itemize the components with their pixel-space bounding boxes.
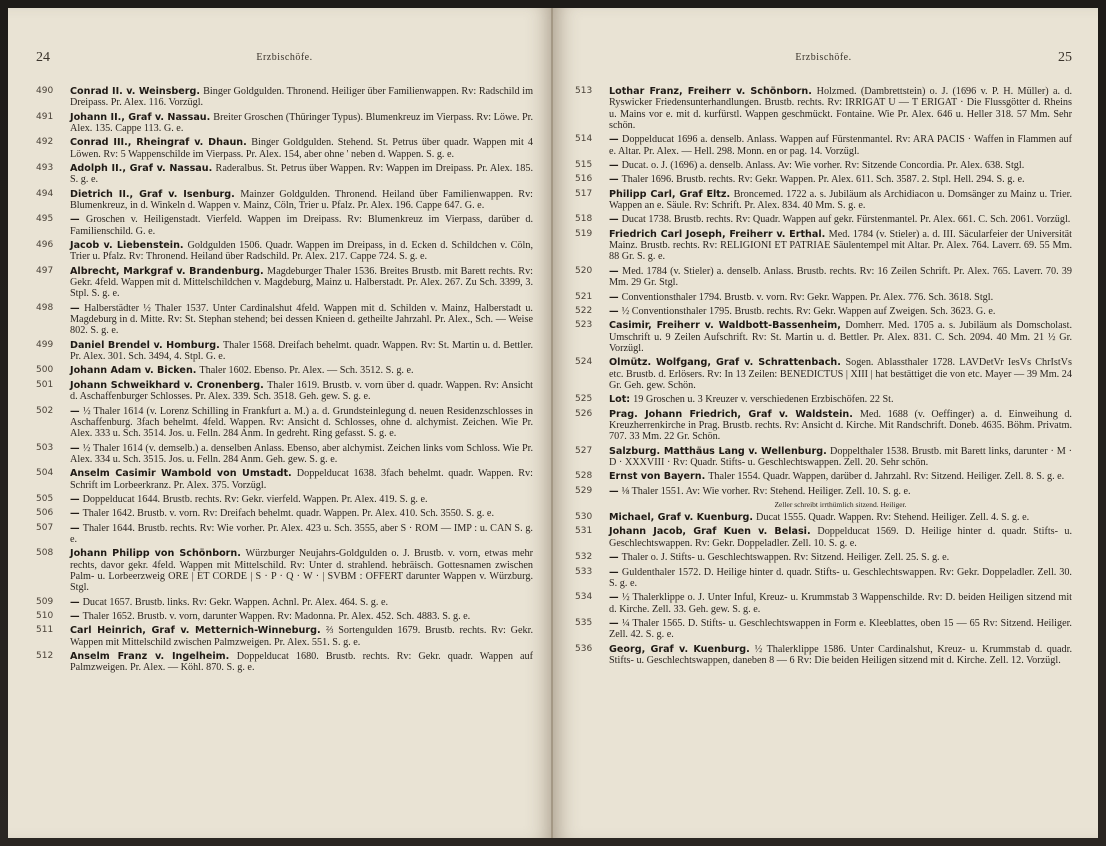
entry-description: Doppelducat 1638. 3fach behelmt. quadr. Wappen. Rv: Schrift im Lorbeerkranz. Pr. Alex. 375. Vorzügl. [70, 468, 533, 491]
entry-heading: Johann Adam v. Bicken. [70, 365, 197, 377]
catalog-entry [575, 292, 1072, 303]
catalog-entry [575, 486, 1072, 497]
catalog-entry [575, 189, 1072, 212]
lot-number: 526 [575, 408, 593, 419]
entry-heading: Georg, Graf v. Kuenburg. [609, 643, 750, 655]
entry-description: ¼ Thaler 1565. D. Stifts- u. Geschlechtswappen in Form e. Kleeblattes, oben 15 — 65 Rv: Sitzend. Heiliger. Zell. 42. S. g. e. [609, 617, 1072, 641]
entry-description: Thaler 1652. Brustb. v. vorn, darunter Wappen. Rv: Madonna. Pr. Alex. 452. Sch. 4883. S. g. e. [82, 611, 471, 623]
left-page-number: 24 [36, 50, 50, 65]
entry-description: Ducat 1657. Brustb. links. Rv: Gekr. Wappen. Achnl. Pr. Alex. 464. S. g. e. [82, 596, 389, 608]
catalog-entry [575, 214, 1072, 225]
catalog-entry [36, 611, 533, 622]
entry-heading: Casimir, Freiherr v. Waldbott-Bassenheim, [609, 320, 841, 332]
catalog-entry [575, 229, 1072, 263]
lot-number: 531 [575, 526, 593, 537]
entry-heading: Conrad II. v. Weinsberg. [70, 86, 201, 97]
entry-description: Thaler 1642. Brustb. v. vorn. Rv: Dreifach behelmt. quadr. Wappen. Pr. Alex. 410. Sch. 3550. S. g. e. [82, 508, 494, 520]
lot-number: 512 [36, 651, 54, 662]
lot-number: 530 [575, 512, 593, 523]
entry-description: ⅔ Sortengulden 1679. Brustb. rechts. Rv: Gekr. Wappen mit Mittelschild zwischen Palmzweigen. Pr. Alex. 551. S. g. e. [70, 625, 533, 648]
entry-description: Broncemed. 1722 a. s. Jubiläum als Archidiacon u. Domsänger zu Mainz u. Trier. Wappen an e. Säule. Rv: Schrift. Pr. Alex. 834. 40 Mm. S. g. e. [609, 188, 1072, 212]
entry-heading: Johann Jacob, Graf Kuen v. Belasi. [609, 526, 811, 538]
entry-description: Groschen v. Heiligenstadt. Vierfeld. Wappen im Dreipass. Rv: Blumenkreuz im Vierpass, darüber d. Familienschild. G. e. [70, 214, 533, 237]
right-page-number: 25 [1058, 50, 1072, 65]
entry-description: Thaler 1568. Dreifach behelmt. quadr. Wappen. Rv: St. Martin u. d. Bettler. Pr. Alex. 301. Sch. 3494, 4. Stpl. G. e. [70, 339, 533, 363]
entry-description: ½ Thaler 1614 (v. demselb.) a. denselben Anlass. Ebenso, aber alchymist. Zeichen links vom Schloss. Wie Pr. Alex. 334 u. Sch. 3515. Jos. u. Felln. 284 Anm. Geh. gew. S. g. e. [70, 442, 533, 465]
lot-number: 532 [575, 552, 593, 563]
catalog-entry [575, 512, 1072, 523]
right-running-title: Erzbischöfe. [795, 52, 852, 63]
lot-number: 524 [575, 357, 593, 368]
entry-description: Doppelducat 1696 a. denselb. Anlass. Wappen auf Fürstenmantel. Rv: ARA PACIS · Waffen in Flammen auf e. Altar. Pr. Alex. — Hell. 298. Monn. en or pag. 14. Vorzügl. [609, 134, 1072, 157]
catalog-entry [36, 340, 533, 363]
catalog-entry [36, 548, 533, 593]
catalog-entry [36, 625, 533, 648]
lot-number: 510 [36, 611, 54, 622]
lot-number: 536 [575, 643, 593, 654]
lot-number: 521 [575, 291, 593, 302]
entry-description: Domherr. Med. 1705 a. s. Jubiläum als Domscholast. Umschrift u. 9 Zeilen Aufschrift. Rv: St. Martin u. d. Bettler. Pr. Alex. 831. C. Sch. 2094. 40 Mm. 21 ½ Gr. Vorzügl. [609, 320, 1072, 354]
entry-description: Ducat 1738. Brustb. rechts. Rv: Quadr. Wappen auf gekr. Fürstenmantel. Pr. Alex. 661. C. Sch. 2061. Vorzügl. [621, 214, 1071, 226]
catalog-entry [575, 320, 1072, 354]
left-page [8, 8, 553, 838]
catalog-entry [36, 163, 533, 186]
entry-heading: Johann Schweikhard v. Cronenberg. [70, 379, 264, 391]
lot-number: 517 [575, 188, 593, 199]
lot-number: 529 [575, 485, 593, 496]
lot-number: 493 [36, 163, 54, 174]
lot-number: 506 [36, 508, 54, 519]
entry-heading: Anselm Franz v. Ingelheim. [70, 651, 230, 663]
entry-heading: — [609, 159, 619, 171]
catalog-entry [575, 266, 1072, 289]
catalog-entry [36, 214, 533, 237]
entry-description: Sogen. Ablassthaler 1728. LAVDetVr IesVs ChrIstVs etc. Brustb. d. Erlösers. Rv: In 13 Zeilen: BENEDICTUS | XIII | hat bestättiget die von etc. Mayer — 39 Mm. 24 Gr. Geh. gew. Schön. [609, 357, 1072, 391]
catalog-entry [36, 86, 533, 109]
catalog-entry [575, 394, 1072, 405]
entry-heading: Michael, Graf v. Kuenburg. [609, 512, 754, 524]
lot-number: 504 [36, 468, 54, 479]
catalog-entry [36, 523, 533, 546]
lot-number: 534 [575, 592, 593, 603]
entry-description: Würzburger Neujahrs-Goldgulden o. J. Brustb. v. vorn, etwas mehr rechts, davor gekr. 4feld. Wappen mit Mittelschild. Rv: Unter d. strahlend. hebräisch. Gottesnamen zwischen Palm- u. Lorbeerzweig ORE | ET CORDE | S · P · Q · W · | SVBM : OFFERT darunter Wappen v. Würzburg. Stgl. [70, 548, 533, 594]
lot-number: 522 [575, 305, 593, 316]
catalog-entry [36, 240, 533, 263]
entry-description: Thaler 1602. Ebenso. Pr. Alex. — Sch. 3512. S. g. e. [199, 365, 414, 377]
right-page [553, 8, 1098, 838]
lot-number: 495 [36, 214, 54, 225]
entry-description: Med. 1688 (v. Oeffinger) a. d. Einweihung d. Kreuzherrenkirche in Prag. Brustb. rechts. Rv: Ansicht d. Kirche. Mit Randschrift. Doneb. 4635. Böhm. Privatm. 707. 33 Mm. 22 Gr. Schön. [609, 408, 1072, 443]
catalog-entry [36, 443, 533, 466]
lot-number: 497 [36, 265, 54, 276]
right-entry-list [575, 86, 1072, 669]
catalog-entry [36, 189, 533, 212]
lot-number: 490 [36, 86, 54, 96]
entry-description: Doppelducat 1680. Brustb. rechts. Rv: Gekr. quadr. Wappen auf Palmzweigen. Pr. Alex. — Köhl. 870. S. g. e. [70, 651, 533, 674]
lot-number: 528 [575, 471, 593, 482]
entry-description: Conventionsthaler 1794. Brustb. v. vorn. Rv: Gekr. Wappen. Pr. Alex. 776. Sch. 3618. Stgl. [621, 291, 994, 303]
entry-heading: — [70, 493, 80, 505]
lot-number: 511 [36, 625, 54, 636]
lot-number: 516 [575, 174, 593, 185]
entry-description: ½ Thalerklippe o. J. Unter Inful, Kreuz- u. Krummstab 3 Wappenschilde. Rv: D. beiden Heiligen sitzend mit d. Kirche. Zell. 33. Geh. gew. S. g. e. [609, 592, 1072, 615]
entry-description: Goldgulden 1506. Quadr. Wappen im Dreipass, in d. Ecken d. Schildchen v. Cöln, Trier u. Pfalz. Rv: Thronend. Heiland über Radschild. Pr. Alex. 217. Cappe 724. S. g. e. [70, 240, 533, 263]
catalog-entry [36, 380, 533, 403]
entry-description: Breiter Groschen (Thüringer Typus). Blumenkreuz im Vierpass. Rv: Löwe. Pr. Alex. 135. Cappe 113. G. e. [70, 111, 534, 134]
entry-heading: — [609, 592, 619, 604]
entry-heading: — [609, 305, 619, 317]
entry-heading: Salzburg. Matthäus Lang v. Wellenburg. [609, 445, 827, 457]
lot-number: 509 [36, 596, 54, 607]
lot-number: 513 [575, 86, 593, 96]
left-running-title: Erzbischöfe. [256, 52, 313, 63]
lot-number: 508 [36, 548, 54, 559]
entry-description: Guldenthaler 1572. D. Heilige hinter d. quadr. Stifts- u. Geschlechtswappen. Rv: Gekr. Doppeladler. Zell. 30. S. g. e. [609, 566, 1072, 589]
lot-number: 523 [575, 320, 593, 331]
lot-number: 496 [36, 240, 54, 251]
entry-description: Halberstädter ½ Thaler 1537. Unter Cardinalshut 4feld. Wappen mit d. Schilden v. Mainz, Halberstadt u. Magdeburg in d. Mitte. Rv: St. Stephan stehend; bei dessen Knieen d. getheilte Jahrzahl. Pr. Alex., Sch. — Weise 802. S. g. e. [70, 302, 533, 337]
entry-heading: — [609, 134, 619, 146]
lot-number: 505 [36, 493, 54, 504]
catalog-entry [36, 651, 533, 674]
entry-heading: — [70, 442, 80, 454]
entry-heading: Lot: [609, 394, 631, 406]
entry-description: 19 Groschen u. 3 Kreuzer v. verschiedenen Erzbischöfen. 22 St. [633, 394, 894, 406]
entry-heading: Conrad III., Rheingraf v. Dhaun. [70, 137, 247, 149]
catalog-entry [575, 567, 1072, 590]
entry-description: Doppelthaler 1538. Brustb. mit Barett links, darunter · M · D · XXXVIII · Rv: Quadr. Stifts- u. Geschlechtswappen. Zell. 20. Sehr schön. [609, 445, 1072, 468]
catalog-footnote: Zeller schreibt irrthümlich sitzend. Heiliger. [774, 500, 907, 510]
entry-description: ½ Thalerklippe 1586. Unter Cardinalshut, Kreuz- u. Krummstab d. quadr. Stifts- u. Geschlechtswappen, daneben 8 — 6 Rv: Die beiden Heiligen sitzend mit d. Kirche. Zell. 12. Vorzügl. [609, 643, 1072, 666]
entry-description: Raderalbus. St. Petrus über Wappen. Rv: Wappen im Dreipass. Pr. Alex. 185. S. g. e. [70, 163, 533, 186]
catalog-entry [575, 552, 1072, 563]
entry-description: ½ Conventionsthaler 1795. Brustb. rechts. Rv: Gekr. Wappen auf Zweigen. Sch. 3623. G. e. [621, 305, 996, 317]
entry-description: Doppelducat 1644. Brustb. rechts. Rv: Gekr. vierfeld. Wappen. Pr. Alex. 419. S. g. e. [82, 493, 428, 505]
lot-number: 501 [36, 379, 54, 390]
entry-description: Binger Goldgulden. Thronend. Heiliger über Familienwappen. Rv: Radschild im Dreipass. Pr. Alex. 116. Vorzügl. [70, 86, 533, 109]
catalog-entry [575, 618, 1072, 641]
entry-heading: — [70, 405, 80, 417]
catalog-entry [575, 134, 1072, 157]
entry-description: Holzmed. (Dambrettstein) o. J. (1696 v. P. H. Müller) a. d. Ryswicker Friedensunterhandlungen. Brustb. rechts. Rv: IRRIGAT U — T ERIGAT · Die Flussgötter d. Rheins u. Mains vor e. mit d. kurfürstl. Wappen geschmückt. Fontaine. Wie Pr. Alex. 646 u. Heller 318. 57 Mm. Sehr schön. [609, 86, 1072, 131]
entry-heading: — [609, 485, 619, 497]
entry-heading: Olmütz. Wolfgang, Graf v. Schrattenbach. [609, 357, 841, 369]
entry-description: Mainzer Goldgulden. Thronend. Heiland über Familienwappen. Rv: Blumenkreuz, in d. Winkeln d. Wappen v. Mainz, Cöln, Trier u. Pfalz. Pr. Alex. 196. Cappe 647. G. e. [70, 188, 533, 212]
entry-heading: — [70, 302, 80, 314]
entry-heading: — [609, 291, 619, 303]
catalog-entry [36, 266, 533, 300]
entry-heading: Albrecht, Markgraf v. Brandenburg. [70, 265, 264, 277]
entry-heading: — [70, 508, 80, 520]
lot-number: 503 [36, 442, 54, 453]
lot-number: 518 [575, 214, 593, 225]
entry-heading: — [609, 214, 619, 226]
entry-heading: Ernst von Bayern. [609, 471, 706, 483]
entry-heading: Carl Heinrich, Graf v. Metternich-Winneburg. [70, 625, 321, 637]
catalog-entry [575, 160, 1072, 171]
entry-description: Thaler o. J. Stifts- u. Geschlechtswappen. Rv: Sitzend. Heiliger. Zell. 25. S. g. e. [621, 552, 950, 564]
entry-description: Binger Goldgulden. Stehend. St. Petrus über quadr. Wappen mit 4 Löwen. Rv: 5 Wappenschilde im Vierpass. Pr. Alex. 154, aber ohne ' neben d. Wappen. S. g. e. [70, 137, 533, 160]
catalog-entry [575, 526, 1072, 549]
entry-description: ⅛ Thaler 1551. Av: Wie vorher. Rv: Stehend. Heiliger. Zell. 10. S. g. e. [621, 485, 911, 497]
entry-heading: — [70, 596, 80, 608]
lot-number: 525 [575, 394, 593, 405]
entry-heading: Johann Philipp von Schönborn. [70, 548, 241, 560]
entry-heading: — [70, 522, 80, 534]
entry-heading: Adolph II., Graf v. Nassau. [70, 163, 213, 175]
catalog-entry [575, 446, 1072, 469]
catalog-entry [575, 86, 1072, 131]
entry-heading: Prag. Johann Friedrich, Graf v. Waldstein. [609, 408, 853, 420]
left-entry-list [36, 86, 533, 677]
catalog-entry [36, 365, 533, 376]
entry-heading: — [609, 566, 619, 578]
catalog-entry [575, 174, 1072, 185]
catalog-entry [36, 303, 533, 337]
catalog-entry [575, 592, 1072, 615]
entry-description: Doppelducat 1569. D. Heilige hinter d. quadr. Stifts- u. Geschlechtswappen. Rv: Gekr. Doppeladler. Zell. 10. S. g. e. [609, 526, 1072, 549]
entry-heading: — [70, 611, 80, 623]
entry-heading: Philipp Carl, Graf Eltz. [609, 188, 731, 200]
lot-number: 502 [36, 405, 54, 416]
entry-heading: — [609, 265, 619, 277]
entry-heading: Daniel Brendel v. Homburg. [70, 339, 220, 351]
lot-number: 494 [36, 188, 54, 199]
catalog-entry [575, 644, 1072, 667]
catalog-entry [575, 471, 1072, 482]
lot-number: 519 [575, 228, 593, 239]
entry-heading: — [609, 174, 619, 186]
lot-number: 515 [575, 159, 593, 170]
catalog-entry [36, 468, 533, 491]
entry-heading: Friedrich Carl Joseph, Freiherr v. Erthal. [609, 228, 826, 240]
entry-description: ½ Thaler 1614 (v. Lorenz Schilling in Frankfurt a. M.) a. d. Grundsteinlegung d. neuen Residenzschlosses in Aschaffenburg. 3fach behelmt. 4feld. Wappen. Rv: Ansicht d. Schlosses, ohne d. alchymist. Zeichen. Wie Pr. Alex. 333 u. Sch. 3514. Jos. u. Felln. 284 Anm. In gedreht. Ring gefasst. S. g. e. [70, 405, 534, 440]
lot-number: 514 [575, 134, 593, 145]
entry-description: Ducat. o. J. (1696) a. denselb. Anlass. Av: Wie vorher. Rv: Sitzende Concordia. Pr. Alex. 638. Stgl. [621, 159, 1025, 171]
lot-number: 520 [575, 265, 593, 276]
lot-number: 500 [36, 365, 54, 376]
catalog-entry [36, 597, 533, 608]
lot-number: 533 [575, 566, 593, 577]
catalog-entry [36, 508, 533, 519]
entry-heading: Jacob v. Liebenstein. [70, 240, 184, 252]
entry-heading: Lothar Franz, Freiherr v. Schönborn. [609, 86, 812, 97]
catalog-entry [36, 494, 533, 505]
entry-heading: — [70, 214, 80, 226]
lot-number: 492 [36, 137, 54, 148]
entry-heading: — [609, 617, 619, 629]
catalog-entry [36, 406, 533, 440]
catalog-entry [36, 112, 533, 135]
catalog-entry [575, 306, 1072, 317]
entry-description: Thaler 1619. Brustb. v. vorn über d. quadr. Wappen. Rv: Ansicht d. Aschaffenburger Schlosses. Pr. Alex. 339. Sch. 3518. Geh. gew. S. g. e. [70, 379, 533, 403]
entry-description: Thaler 1696. Brustb. rechts. Rv: Gekr. Wappen. Pr. Alex. 611. Sch. 3587. 2. Stpl. Hell. 294. S. g. e. [621, 174, 1025, 186]
entry-description: Ducat 1555. Quadr. Wappen. Rv: Stehend. Heiliger. Zell. 4. S. g. e. [756, 512, 1030, 524]
lot-number: 499 [36, 339, 54, 350]
lot-number: 527 [575, 445, 593, 456]
entry-description: Med. 1784 (v. Stieler) a. d. III. Säcularfeier der Universität Mainz. Brustb. rechts. Rv: RELIGIONI ET PATRIAE Säulentempel mit Altar. Pr. Alex. 764. Laverr. 69. 55 Mm. 88 Gr. S. g. e. [609, 228, 1072, 263]
entry-description: Med. 1784 (v. Stieler) a. denselb. Anlass. Brustb. rechts. Rv: 16 Zeilen Schrift. Pr. Alex. 765. Laverr. 70. 39 Mm. 29 Gr. Stgl. [609, 265, 1072, 289]
entry-description: Thaler 1644. Brustb. rechts. Rv: Wie vorher. Pr. Alex. 423 u. Sch. 3555, aber S · ROM — IMP : u. CAN S. g. e. [70, 522, 533, 545]
lot-number: 507 [36, 522, 54, 533]
entry-heading: Johann II., Graf v. Nassau. [70, 111, 211, 123]
lot-number: 498 [36, 302, 54, 313]
entry-heading: Dietrich II., Graf v. Isenburg. [70, 188, 235, 200]
catalog-entry [575, 409, 1072, 443]
lot-number: 535 [575, 617, 593, 628]
entry-description: Magdeburger Thaler 1536. Breites Brustb. mit Barett rechts. Rv: Gekr. 4feld. Wappen mit d. Mittelschildchen v. Magdeburg, Mainz u. Halberstadt. Pr. Alex. 267. Zu Sch. 3399, 3. Stpl. S. g. e. [70, 265, 533, 300]
entry-heading: — [609, 552, 619, 564]
catalog-entry [36, 137, 533, 160]
entry-heading: Anselm Casimir Wambold von Umstadt. [70, 468, 292, 480]
catalog-entry [575, 357, 1072, 391]
lot-number: 491 [36, 111, 54, 122]
entry-description: Thaler 1554. Quadr. Wappen, darüber d. Jahrzahl. Rv: Sitzend. Heiliger. Zell. 8. S. g. e. [708, 471, 1065, 483]
